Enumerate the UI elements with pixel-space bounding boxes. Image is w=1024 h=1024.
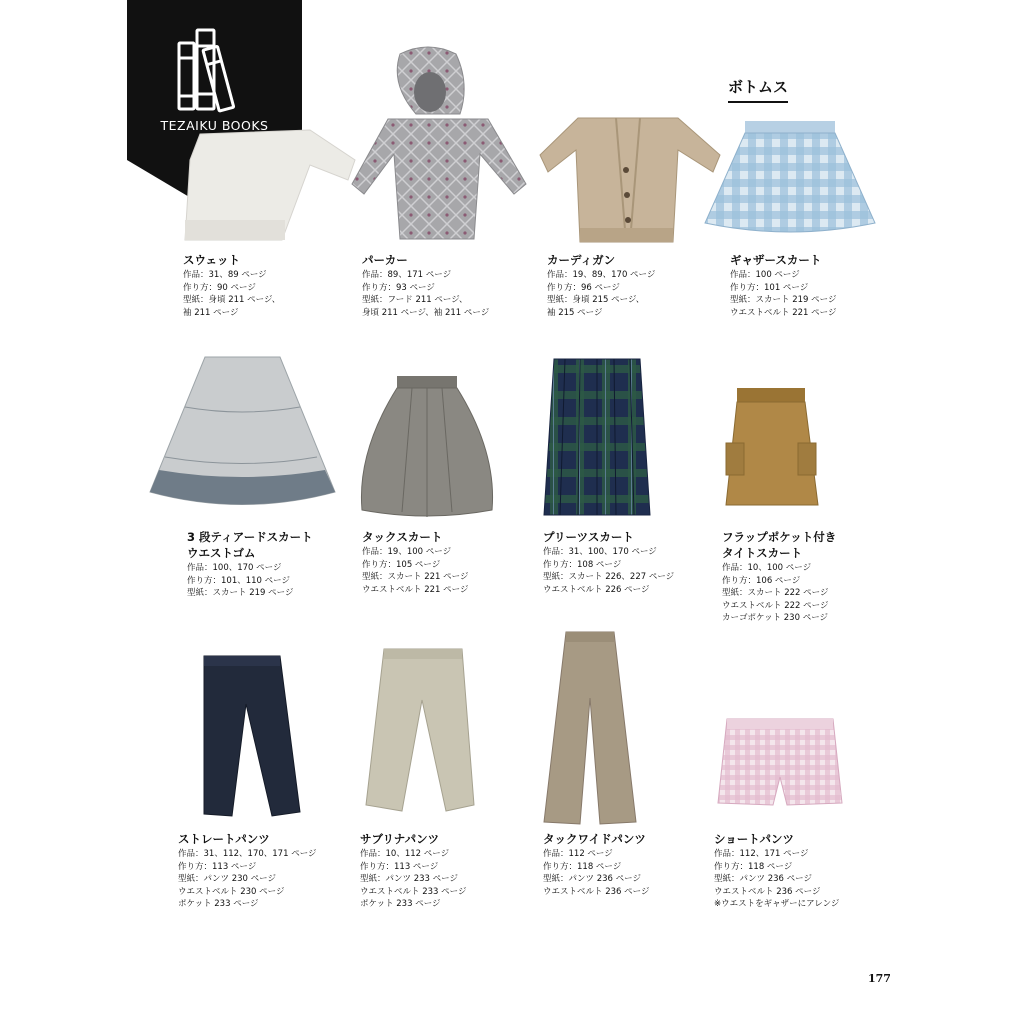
caption-tuck-skirt: タックスカート 作品：19、100 ページ 作り方：105 ページ 型紙：スカート 221 ページ ウエストベルト 221 ページ — [362, 530, 469, 595]
tuck-wide-pants-image — [540, 628, 640, 826]
item-name: 3 段ティアードスカート — [187, 530, 313, 544]
garment-tiered-skirt — [145, 352, 340, 522]
sweatshirt-image — [170, 120, 360, 245]
pleated-skirt-image — [540, 355, 655, 520]
caption-sweat: スウェット 作品：31、89 ページ 作り方：90 ページ 型紙：身頃 211 ページ、 袖 211 ページ — [183, 253, 281, 318]
caption-tuck-wide-pants: タックワイドパンツ 作品：112 ページ 作り方：118 ページ 型紙：パンツ 236 ページ ウエストベルト 236 ページ — [543, 832, 650, 897]
page-number: 177 — [868, 972, 891, 985]
item-name-2: タイトスカート — [722, 546, 803, 560]
item-name: プリーツスカート — [543, 530, 634, 544]
sabrina-pants-image — [358, 645, 483, 815]
caption-tight-skirt: フラップポケット付き タイトスカート 作品：10、100 ページ 作り方：106 ページ 型紙：スカート 222 ページ ウエストベルト 222 ページ カーゴポケット 230 ページ — [722, 530, 837, 624]
straight-pants-image — [188, 652, 308, 822]
short-pants-image — [715, 715, 845, 810]
item-name: サブリナパンツ — [360, 832, 440, 846]
tiered-skirt-image — [145, 352, 340, 522]
caption-sabrina-pants: サブリナパンツ 作品：10、112 ページ 作り方：113 ページ 型紙：パンツ 233 ページ ウエストベルト 233 ページ ポケット 233 ページ — [360, 832, 467, 910]
item-name-2: ウエストゴム — [187, 546, 256, 560]
garment-straight-pants — [188, 652, 308, 822]
item-name: ショートパンツ — [714, 832, 795, 846]
caption-straight-pants: ストレートパンツ 作品：31、112、170、171 ページ 作り方：113 ページ 型紙：パンツ 230 ページ ウエストベルト 230 ページ ポケット 233 ページ — [178, 832, 317, 910]
garment-gathered-skirt — [700, 115, 880, 245]
garment-pleated-skirt — [540, 355, 655, 520]
item-name: ギャザースカート — [730, 253, 822, 267]
item-name: フラップポケット付き — [722, 530, 837, 544]
item-name: タックワイドパンツ — [543, 832, 646, 846]
item-name: タックスカート — [362, 530, 443, 544]
caption-hoodie: パーカー 作品：89、171 ページ 作り方：93 ページ 型紙：フード 211 ページ、 身頃 211 ページ、袖 211 ページ — [362, 253, 490, 318]
garment-tuck-wide-pants — [540, 628, 640, 826]
tight-skirt-image — [722, 385, 822, 510]
section-title: ボトムス — [728, 76, 788, 103]
garment-tight-skirt — [722, 385, 822, 510]
caption-tiered-skirt: 3 段ティアードスカート ウエストゴム 作品：100、170 ページ 作り方：101、110 ページ 型紙：スカート 219 ページ — [187, 530, 313, 599]
gathered-skirt-image — [700, 115, 880, 245]
item-name: カーディガン — [547, 253, 616, 267]
garment-short-pants — [715, 715, 845, 810]
caption-cardigan: カーディガン 作品：19、89、170 ページ 作り方：96 ページ 型紙：身頃 215 ページ、 袖 215 ページ — [547, 253, 656, 318]
item-name: ストレートパンツ — [178, 832, 270, 846]
garment-tuck-skirt — [352, 372, 502, 522]
logo-text: TEZAIKU BOOKS — [160, 118, 269, 133]
garment-sweat — [170, 120, 360, 245]
tuck-skirt-image — [352, 372, 502, 522]
caption-short-pants: ショートパンツ 作品：112、171 ページ 作り方：118 ページ 型紙：パンツ 236 ページ ウエストベルト 236 ページ ※ウエストをギャザーにアレンジ — [714, 832, 840, 910]
caption-gathered-skirt: ギャザースカート 作品：100 ページ 作り方：101 ページ 型紙：スカート 219 ページ ウエストベルト 221 ページ — [730, 253, 837, 318]
caption-pleated-skirt: プリーツスカート 作品：31、100、170 ページ 作り方：108 ページ 型紙：スカート 226、227 ページ ウエストベルト 226 ページ — [543, 530, 675, 595]
item-name: スウェット — [183, 253, 241, 267]
hoodie-image — [348, 44, 538, 244]
item-name: パーカー — [362, 253, 408, 267]
garment-sabrina-pants — [358, 645, 483, 815]
garment-hoodie — [348, 44, 538, 244]
